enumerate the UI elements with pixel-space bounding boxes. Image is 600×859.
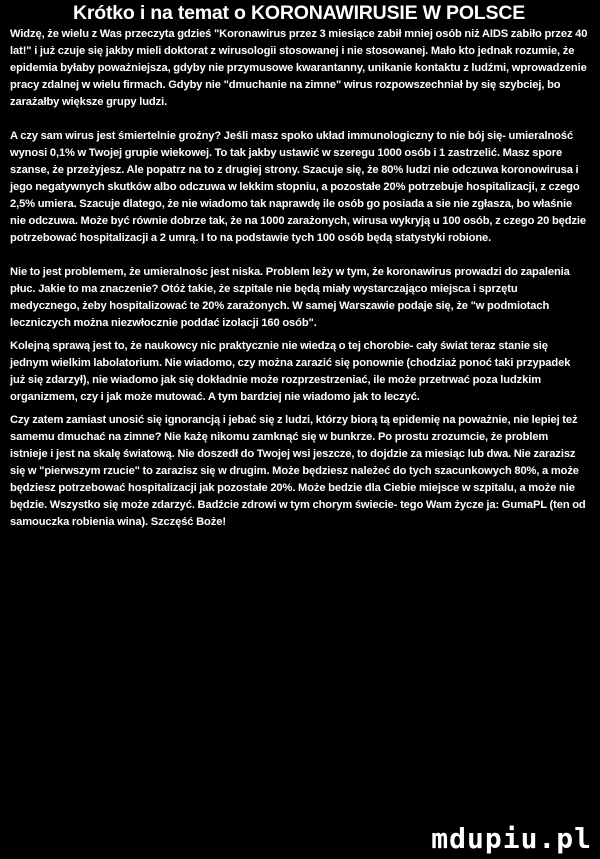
paragraph-intro: Widzę, że wielu z Was przeczyta gdzieś "Koronawirus przez 3 miesiące zabił mniej osób niż AIDS zabiło przez 40 lat!" i już czuje się jakby mieli doktorat z wirusologii stosowanej i nie stosowanej. Mało kto jednak rozumie, że epidemia byłaby poważniejsza, gdyby nie przymusowe kwarantanny, unikanie kontaktu z ludźmi, wprowadzenie pracy zdalnej w wielu firmach. Gdyby nie "dmuchanie na zimne" wirus rozpowszechniał by się szybciej, bo zarażałby większe grupy ludzi. — [10, 28, 588, 108]
paragraph-hospitals: Nie to jest problemem, że umieralnośc jest niska. Problem leży w tym, że koronawirus prowadzi do zapalenia płuc. Jakie to ma znaczenie? Otóż takie, że szpitale nie będą miały wystarczająco miejsca i sprzętu medycznego, żeby hospitalizować te 20% zarażonych. W samej Warszawie podaje się, że "w podmiotach leczniczych można niezwłocznie poddać izolacji 160 osób". — [10, 266, 570, 329]
site-watermark: mdupiu.pl — [431, 822, 592, 855]
paragraph-mortality: A czy sam wirus jest śmiertelnie groźny? Jeśli masz spoko układ immunologiczny to nie bój się- umieralność wynosi 0,1% w Twojej grupie wiekowej. To tak jakby ustawić w szeregu 1000 osób i 1 zastrzelić. Masz spore szanse, że przeżyjesz. Ale popatrz na to z drugiej strony. Szacuje się, że 80% ludzi nie odczuwa koronowirusa i jego negatywnych skutków albo odczuwa w lekkim stopniu, a pozostałe 20% potrzebuje hospitalizacji, z czego 2,5% umiera. Szacuje dlatego, że nie wiadomo tak naprawdę ile osób go posiada a sie nie zgłasza, bo właśnie nie odczuwa. Może być równie dobrze tak, że na 1000 zarażonych, wirusa wykryją u 100 osób, z czego 20 będzie potrzebować hospitalizacji a 2 umrą. I to na podstawie tych 100 osób będą statystyki robione. — [10, 130, 587, 244]
paragraph-unknowns: Kolejną sprawą jest to, że naukowcy nic praktycznie nie wiedzą o tej chorobie- cały świat teraz stanie się jednym wielkim labolatorium. Nie wiadomo, czy można zarazić się ponownie (chodziaż ponoć taki przypadek już się zdarzył), nie wiadomo jak się dokładnie może rozprzestrzeniać, ile może przetrwać poza ludzkim organizmem, czy i jak może mutować. A tym bardziej nie wiadomo jak to leczyć. — [10, 340, 571, 403]
document-title: Krótko i na temat o KORONAWIRUSIE W POLSCE — [72, 2, 526, 24]
paragraph-conclusion: Czy zatem zamiast unosić się ignorancją i jebać się z ludzi, którzy biorą tą epidemię na poważnie, nie lepiej też samemu dmuchać na zimne? Nie każę nikomu zamknąć się w bunkrze. Po prostu zrozumcie, że problem istnieje i jest na skalę światową. Nie doszedł do Twojej wsi jeszcze, to dojdzie za miesiąc lub dwa. Nie zarazisz się w "pierwszym rzucie" to zarazisz się w drugim. Może będziesz należeć do tych szacunkowych 80%, a może będziesz potrzebować hospitalizacji jak pozostałe 20%. Może bedzie dla Ciebie miejsce w szpitalu, a może nie będzie. Wszystko się może zdarzyć. Badźcie zdrowi w tym chorym świecie- tego Wam życze ja: GumaPL (ten od samouczka robienia wina). Szczęść Boże! — [10, 414, 586, 528]
